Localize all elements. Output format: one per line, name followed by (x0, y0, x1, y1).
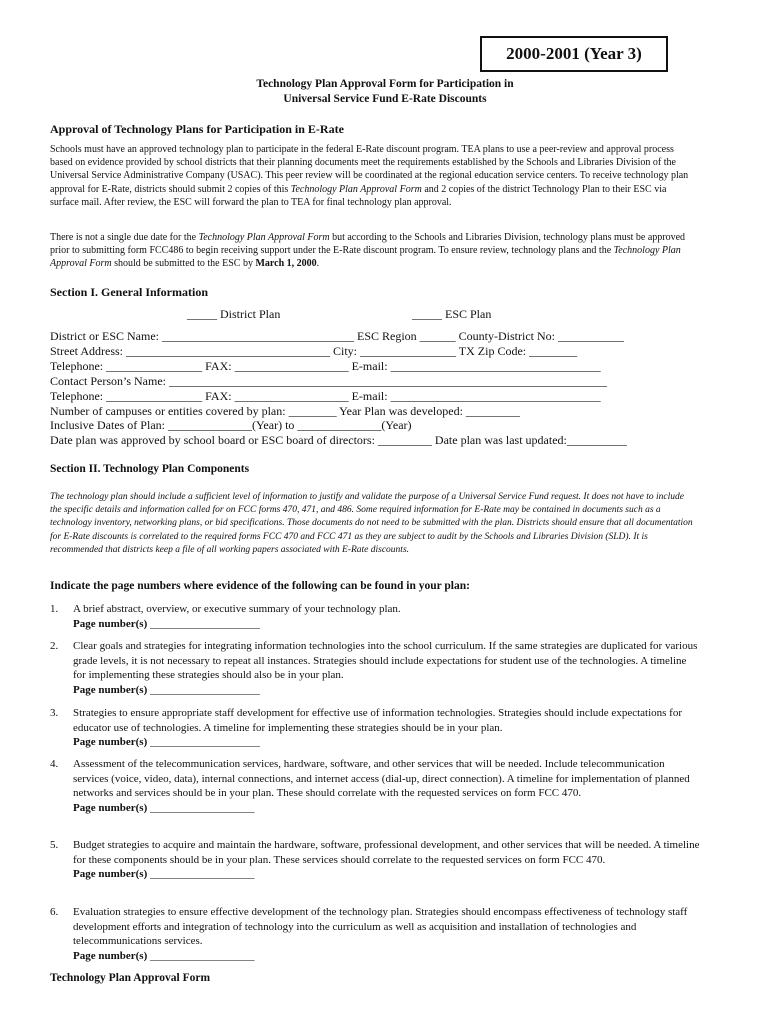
list-item (50, 639, 700, 697)
inclusive-dates-field[interactable]: Inclusive Dates of Plan: ______________(Year) to ______________(Year) (50, 418, 412, 432)
approval-paragraph-2: There is not a single due date for the Technology Plan Approval Form but according to the Schools and Libraries Division, technology plans must be approved prior to submitting form FCC486 to begin receiving support under the E-Rate discount program. To ensure review, technology plans and the Technology Plan Approval Form should be submitted to the ESC by March 1, 2000. (50, 232, 686, 270)
section-2-heading: Section II. Technology Plan Components (50, 463, 250, 475)
page-number-field[interactable]: Page number(s) ____________________ (73, 736, 260, 749)
section-1-heading: Section I. General Information (50, 285, 208, 299)
item-text: A brief abstract, overview, or executive summary of your technology plan. (73, 603, 401, 615)
item-number: 1. (50, 603, 59, 615)
item-number: 5. (50, 839, 59, 851)
item-number: 3. (50, 707, 59, 719)
item-number: 4. (50, 758, 59, 770)
year-box: 2000-2001 (Year 3) (480, 36, 668, 72)
form-title-line-1: Technology Plan Approval Form for Participation in (256, 78, 514, 90)
item-text: Evaluation strategies to ensure effective development of the technology plan. Strategies should encompass effectiveness of technology staff development efforts and integration of technology into the curriculum as well as acquisition and installation of technologies and telecommunications services. (73, 906, 688, 948)
list-item (50, 706, 700, 750)
campuses-field[interactable]: Number of campuses or entities covered by plan: ________ Year Plan was developed: _________ (50, 404, 520, 418)
section-2-instructions: The technology plan should include a sufficient level of information to justify and validate the purpose of a Universal Service Fund request. It does not have to include the specific details and information called for on FCC forms 470, 471, and 486. Some required information for E-Rate may be contained in documents such as a technology inventory, networking plans, or bid specifications. Those documents do not need to be submitted with the plan. Districts should ensure that all documentation for E-Rate discounts is correlated to the required forms FCC 470 and FCC 471 as they are subject to audit by the Schools and Libraries Division (SLD). It is recommended that districts keep a file of all working papers associated with E-Rate discounts. (50, 492, 693, 555)
page-number-field[interactable]: Page number(s) ___________________ (73, 801, 255, 814)
footer-title: Technology Plan Approval Form (50, 972, 211, 984)
telephone-field-1[interactable]: Telephone: ________________ FAX: ___________________ E-mail: ___________________________________ (50, 359, 601, 373)
item-text: Strategies to ensure appropriate staff development for effective use of information technologies. Strategies should include expectations for educator use of technologies. A timeline for implementing these strategies should be in your plan. (73, 707, 682, 734)
indicate-heading: Indicate the page numbers where evidence of the following can be found in your plan: (50, 580, 470, 592)
item-text: Clear goals and strategies for integrating information technologies into the school curriculum. If the same strategies are duplicated for various grade levels, it is not necessary to repeat all instances. Strategies should include expectations for student use of the technologies. A timeline for implementing these strategies should also be in your plan. (73, 640, 698, 682)
contact-name-field[interactable]: Contact Person’s Name: _________________________________________________________________________ (50, 374, 607, 388)
approval-paragraph-1: Schools must have an approved technology plan to participate in the federal E-Rate discount program. TEA plans to use a peer-review and approval process based on evidence provided by school districts that their planning documents meet the requirements established by the Schools and Libraries Division of the Universal Service Administrative Company (USAC). This peer review will be coordinated at the regional education service centers. To receive technology plan approval for E-Rate, districts should submit 2 copies of this Technology Plan Approval Form and 2 copies of the district Technology Plan to their ESC via surface mail. After review, the ESC will forward the plan to TEA for final technology plan approval. (50, 144, 689, 208)
district-plan-checkbox[interactable]: _____ District Plan (187, 307, 281, 321)
telephone-field-2[interactable]: Telephone: ________________ FAX: ___________________ E-mail: ___________________________________ (50, 389, 601, 403)
page-number-field[interactable]: Page number(s) ____________________ (73, 617, 260, 630)
list-item (50, 602, 700, 631)
esc-plan-checkbox[interactable]: _____ ESC Plan (412, 307, 492, 321)
list-item (50, 838, 700, 882)
list-item (50, 905, 700, 963)
list-item (50, 757, 700, 815)
item-text: Budget strategies to acquire and maintain the hardware, software, professional development, and other services that will be needed. A timeline for these components should be in your plan. These services should correlate to the requested services on form FCC 470. (73, 839, 700, 866)
page-number-field[interactable]: Page number(s) ___________________ (73, 949, 255, 962)
item-number: 6. (50, 906, 59, 918)
district-name-field[interactable]: District or ESC Name: ________________________________ ESC Region ______ County-District No: ___________ (50, 329, 624, 343)
approval-heading: Approval of Technology Plans for Participation in E-Rate (50, 122, 344, 136)
street-address-field[interactable]: Street Address: __________________________________ City: ________________ TX Zip Code: ________ (50, 344, 578, 358)
page-number-field[interactable]: Page number(s) ___________________ (73, 868, 255, 881)
item-number: 2. (50, 640, 59, 652)
page-number-field[interactable]: Page number(s) ____________________ (73, 683, 260, 696)
item-text: Assessment of the telecommunication services, hardware, software, and other services that will be needed. Include telecommunication services (voice, video, data), internal connections, and internet access (dial-up, direct connection). A timeline for implementation of planned networks and services should be in your plan. These should correlate with the requested services on form FCC 470. (73, 758, 690, 800)
approval-date-field[interactable]: Date plan was approved by school board or ESC board of directors: _________ Date plan was last updated:__________ (50, 433, 627, 447)
form-title-line-2: Universal Service Fund E-Rate Discounts (283, 93, 487, 105)
